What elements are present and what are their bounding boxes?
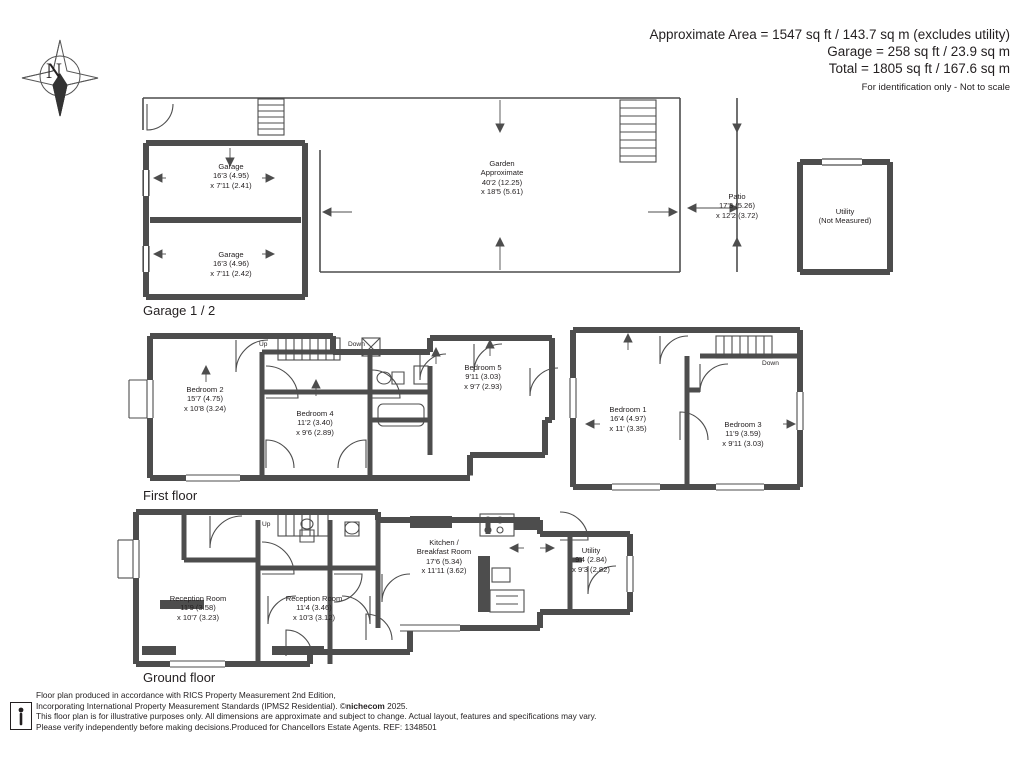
room-label-bedroom-1: Bedroom 1 16'4 (4.97) x 11' (3.35) — [609, 405, 647, 433]
room-label-garden: Garden Approximate 40'2 (12.25) x 18'5 (5.61) — [480, 159, 524, 197]
stair-label-first-up: Up — [259, 341, 268, 348]
room-label-utility-garage: Utility (Not Measured) — [818, 207, 872, 226]
floor-title-garage: Garage 1 / 2 — [143, 303, 216, 318]
room-label-utility-ground: Utility 9'4 (2.84) x 9'3 (2.82) — [572, 546, 610, 574]
brand-name: nichecom — [346, 700, 385, 711]
footer-line-2 — [36, 701, 736, 712]
footer-line-2a: Incorporating International Property Measurement Standards (IPMS2 Residential). — [36, 700, 338, 711]
room-label-garage-1: Garage 16'3 (4.95) x 7'11 (2.41) — [210, 162, 252, 190]
footer-line-1: Floor plan produced in accordance with RICS Property Measurement 2nd Edition, — [36, 690, 336, 700]
footer-line-3: This floor plan is for illustrative purposes only. All dimensions are approximate and subject to change. Actual layout, features and specifications may vary. — [36, 711, 597, 722]
stair-label-ground-up: Up — [262, 521, 271, 528]
garage-area-text: Garage = 258 sq ft / 23.9 sq m — [827, 44, 1010, 59]
room-label-bedroom-5: Bedroom 5 9'11 (3.03) x 9'7 (2.93) — [464, 363, 502, 391]
room-label-bedroom-3: Bedroom 3 11'9 (3.59) x 9'11 (3.03) — [722, 420, 764, 448]
stair-label-first-down: Down — [348, 341, 365, 348]
total-area-text: Total = 1805 sq ft / 167.6 sq m — [828, 61, 1010, 76]
room-label-garage-2: Garage 16'3 (4.96) x 7'11 (2.42) — [210, 250, 252, 278]
room-label-reception-2: Reception Room 11'4 (3.46) x 10'3 (3.12) — [285, 594, 343, 622]
info-person-icon — [10, 702, 32, 730]
floor-title-ground: Ground floor — [143, 670, 216, 685]
floor-title-first: First floor — [143, 488, 198, 503]
footer-year: 2025. — [387, 700, 408, 711]
copyright-symbol: © — [339, 700, 347, 711]
room-label-kitchen-breakfast: Kitchen / Breakfast Room 17'6 (5.34) x 11'11 (3.62) — [416, 538, 472, 576]
room-label-patio: Patio 17'3 (5.26) x 12'2 (3.72) — [716, 192, 758, 220]
footer-disclaimer — [36, 690, 736, 732]
compass-north-label: N — [46, 58, 62, 83]
room-label-reception-1: Reception Room 11'9 (3.58) x 10'7 (3.23) — [169, 594, 227, 622]
identification-note: For identification only - Not to scale — [861, 82, 1010, 93]
room-label-bedroom-4: Bedroom 4 11'2 (3.40) x 9'6 (2.89) — [296, 409, 334, 437]
stair-label-first-down-right: Down — [762, 360, 779, 367]
footer-line-4: Please verify independently before making decisions.Produced for Chancellors Estate Agents. REF: 1348501 — [36, 721, 437, 732]
room-label-bedroom-2: Bedroom 2 15'7 (4.75) x 10'8 (3.24) — [184, 385, 226, 413]
approx-area-text: Approximate Area = 1547 sq ft / 143.7 sq m (excludes utility) — [649, 27, 1010, 42]
